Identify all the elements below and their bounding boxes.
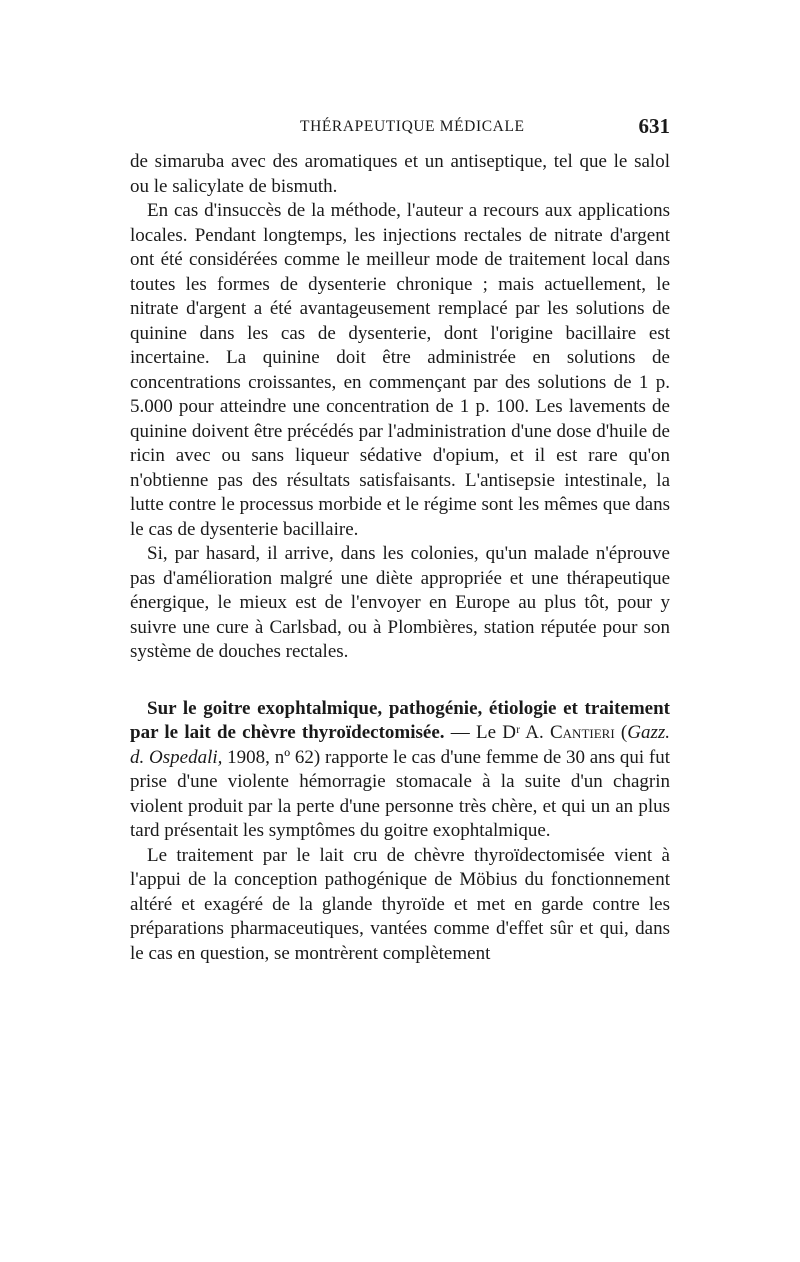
section-gap	[130, 665, 670, 697]
paragraph-continuation: de simaruba avec des aromatiques et un antiseptique, tel que le salol ou le salicylate de bismuth.	[130, 151, 670, 197]
author-prefix: Le Dʳ A.	[475, 722, 550, 743]
title-dash: —	[444, 722, 476, 743]
article-title: Sur le goitre exophtalmique, pathogénie, étiologie et traitement par le lait de chèvre thyroïdectomisée.	[130, 697, 670, 743]
body-text	[130, 150, 670, 966]
citation-open: (	[614, 722, 628, 743]
running-header	[130, 112, 670, 142]
running-title: THÉRAPEUTIQUE MÉDICALE	[300, 118, 525, 135]
paragraph-local-treatment: En cas d'insuccès de la méthode, l'auteur a recours aux applications locales. Pendant longtemps, les injections rectales de nitrate d'argent ont été considérées comme le meilleur mode de traitement local dans toutes les formes de dysenterie chronique ; mais actuellement, le nitrate d'argent a été avantageusement remplacé par les solutions de quinine dans les cas de dysenterie, dont l'origine bacillaire est incertaine. La quinine doit être administrée en solutions de concentrations croissantes, en commençant par des solutions de 1 p. 5.000 pour atteindre une concentration de 1 p. 100. Les lavements de quinine doivent être précédés par l'administration d'une dose d'huile de ricin avec ou sans liqueur sédative d'opium, et il est rare qu'on n'obtienne pas des résultats satisfaisants. L'antisepsie intestinale, la lutte contre le processus morbide et le régime sont les mêmes que dans le cas de dysenterie bacillaire.	[130, 200, 670, 540]
paragraph-treatment: Le traitement par le lait cru de chèvre thyroïdectomisée vient à l'appui de la conception pathogénique de Möbius du fonctionnement altéré et exagéré de la glande thyroïde et met en garde contre les préparations pharmaceutiques, vantées comme d'effet sûr et qui, dans le cas en question, se montrèrent complètement	[130, 844, 670, 964]
article-intro-paragraph	[130, 697, 670, 844]
author-name: Cantieri	[550, 722, 615, 743]
citation-details: 1908, nº 62)	[222, 746, 321, 768]
page-number: 631	[638, 114, 670, 138]
journal-name: Gazz. d. Ospedali,	[130, 722, 670, 768]
case-description: rapporte le cas d'une femme de 30 ans qui fut prise d'une violente hémorragie stomacale à la suite d'un chagrin violent produit par la perte d'une personne très chère, et qui un an plus tard présentait les symptômes du goitre exophtalmique.	[130, 746, 671, 841]
paragraph-colonies: Si, par hasard, il arrive, dans les colonies, qu'un malade n'éprouve pas d'amélioration malgré une diète appropriée et une thérapeutique énergique, le mieux est de l'envoyer en Europe au plus tôt, pour y suivre une cure à Carlsbad, ou à Plombières, station réputée pour son système de douches rectales.	[130, 543, 670, 662]
